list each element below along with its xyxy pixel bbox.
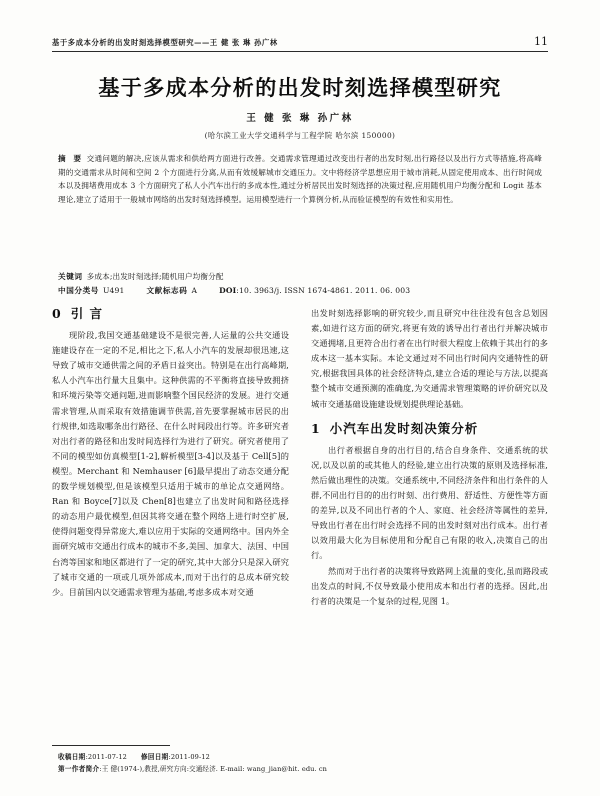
doi-value: 10. 3963/j. ISSN 1674-4861. 2011. 06. 003 <box>239 286 411 295</box>
running-head <box>52 32 548 48</box>
footer-divider <box>52 745 170 746</box>
article-title: 基于多成本分析的出发时刻选择模型研究 <box>98 75 502 100</box>
abstract-text: 交通问题的解决,应该从需求和供给两方面进行改善。交通需求管理通过改变出行者的出发时刻,出行路径以及出行方式等措施,将高峰期的交通需求从时间和空间 2 个方面进行分离,从而有效缓解城市交通压力。文中将经济学思想应用于城市消耗,从固定使用成本、出行时间成本以及拥堵费用成本 3 个方面研究了私人小汽车出行的多成本性,通过分析居民出发时刻选择的决策过程,应用随机用户均衡分配和 Logit 基本理论,建立了适用于一般城市网络的出发时刻选择模型。运用模型进行一个算例分析,从而验证模型的有效性和实用性。 <box>58 154 542 204</box>
running-head-title: 基于多成本分析的出发时刻选择模型研究——王 健 张 琳 孙广林 <box>52 38 278 47</box>
left-column <box>52 306 289 726</box>
keywords-line <box>58 270 542 284</box>
section-heading-1 <box>311 421 548 436</box>
section-title-0: 引 言 <box>70 306 104 321</box>
clc-value: U491 <box>102 286 125 295</box>
keywords-text: 多成本;出发时刻选择;随机用户均衡分配 <box>86 272 224 281</box>
clc-label: 中国分类号 <box>58 286 99 295</box>
footer-author-bio: 第一作者简介:王 健(1974-),教授,研究方向:交通经济. E-mail: wang_jian@hit. edu. cn <box>58 764 328 773</box>
doc-code-label: 文献标志码 <box>146 286 188 295</box>
received-date-value: 2011-07-12 <box>87 753 127 761</box>
paragraph: 然而对于出行者的决策将导致路网上流量的变化,虽而路段或出发点的时间,不仅导致最小使用成本和出行者的选择。因此,出行者的决策是一个复杂的过程,见图 1。 <box>311 565 548 606</box>
received-date-label: 收稿日期 <box>58 753 86 761</box>
abstract-label: 摘 要 <box>58 154 84 163</box>
paragraph: 出行者根据自身的出行目的,结合自身条件、交通系统的状况,以及以前的或其他人的经验,建立出行决策的原则及选择标准,然后做出理性的决策。交通系统中,不同经济条件和出行条件的人群,不同出行目的的出行时刻、出行费用、舒适性、方便性等方面的差异,以及不同出行者的个人、家庭、社会经济等属性的差异,导致出行者在出行时会选择不同的出发时刻对出行成本。出行者以效用最大化为目标使用和分配自己有限的收入,决策自己的出行。 <box>311 444 548 561</box>
article-affiliation: (哈尔滨工业大学交通科学与工程学院 哈尔滨 150000) <box>204 131 396 140</box>
doi-label: DOI <box>219 286 237 295</box>
keywords-label: 关键词 <box>58 272 83 281</box>
section-number-1: 1 <box>311 420 321 436</box>
revised-date-value: 2011-09-12 <box>170 753 210 761</box>
footer-dates: 收稿日期:2011-07-12 修回日期:2011-09-12 <box>58 753 210 761</box>
doc-code-value: A <box>191 286 198 295</box>
page-number: 11 <box>534 35 548 48</box>
section-title-1: 小汽车出发时刻决策分析 <box>329 420 479 436</box>
revised-date-label: 修回日期 <box>140 753 169 761</box>
paragraph: 现阶段,我国交通基础建设不是很完善,人运量的公共交通设施建设存在一定的不足,相比之下,私人小汽车的发展却很迅速,这导致了城市交通供需之间的矛盾日益突出。特别是在出行高峰期,私人小汽车出行量大且集中。这种供需的不平衡将直接导致拥挤和环境污染等交通问题,进而影响整个国民经济的发展。进行交通需求管理,从而采取有效措施调节供需,首先要掌握城市居民的出行规律,如选取哪条出行路径、在什么时间段出行等。许多研究者对出行者的路径和出发时间选择行为进行了研究。研究者使用了不同的模型如仿真模型[1-2],解析模型[3-4]以及基于 Cell[5]的模型。Merchant 和 Nemhauser [6]最早提出了动态交通分配的数学规划模型,但是该模型只适用于城市的单论点交通网络。Ran 和 Boyce[7]以及 Chen[8]也建立了出发时间和路径选择的动态用户最优模型,但因其将交通在整个网络上进行时空扩展,使得问题变得异常庞大,难以应用于实际的交通网络中。国内外全面研究城市交通出行成本的城市不多,美国、加拿大、法国、中国台湾等国家和地区都进行了一定的研究,其中大部分只是深入研究了城市交通的一项或几项外部成本,而对于出行的总成本研究较少。目前国内以交通需求管理为基础,考虑多成本对交通 <box>52 330 289 597</box>
header-divider <box>52 51 548 52</box>
author-bio-value: 王 健(1974-),教授,研究方向:交通经济. E-mail: wang_jian@hit. edu. cn <box>101 764 328 773</box>
right-column <box>311 306 548 726</box>
section-number-0: 0 <box>52 306 62 321</box>
footer <box>58 752 548 775</box>
paragraph: 出发时刻选择影响的研究较少,而且研究中往往没有包含总划因素,如进行这方面的研究,将更有效的诱导出行者出行并解决城市交通拥堵,且更符合出行者在出行时很大程度上依赖于其出行的多成本这一基本实际。本论文通过对不同出行时间内交通特性的研究,根据我国具体的社会经济特点,建立合适的理论与方法,以提高整个城市交通预测的准确度,为交通需求管理策略的评价研究以及城市交通基础设施建设规划提供理论基础。 <box>311 308 548 409</box>
classification-line: 中国分类号 U491 文献标志码 A DOI:10. 3963/j. ISSN 1674-4861. 2011. 06. 003 <box>58 286 411 295</box>
author-bio-label: 第一作者简介 <box>58 764 100 773</box>
abstract <box>58 152 542 206</box>
article-authors: 王 健 张 琳 孙广林 <box>246 113 354 124</box>
body-columns <box>52 306 548 726</box>
section-heading-0 <box>52 306 289 321</box>
